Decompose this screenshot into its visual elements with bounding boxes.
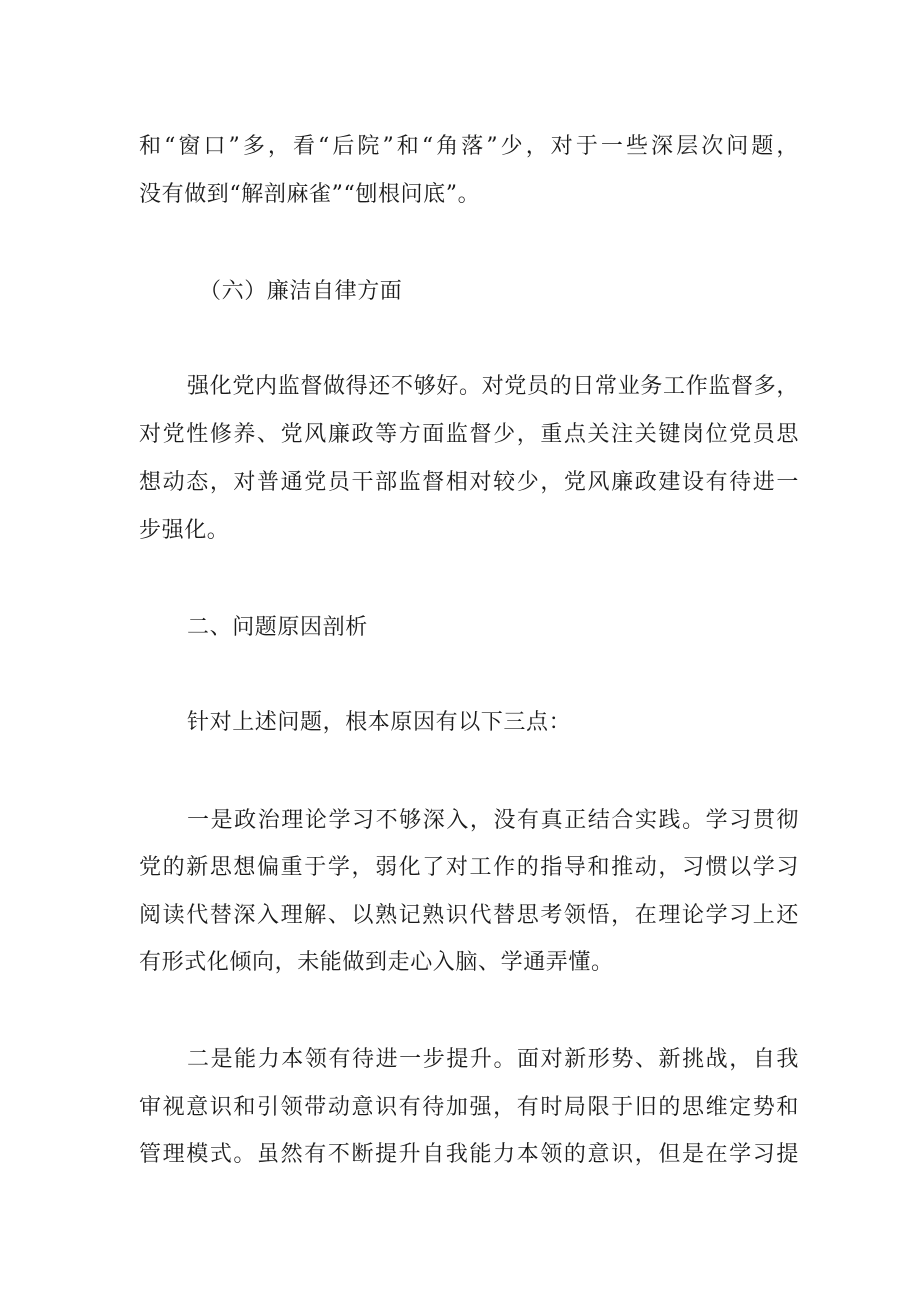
paragraph-line: 有形式化倾向，未能做到走心入脑、学通弄懂。 [139, 950, 614, 975]
paragraph-line: 一是政治理论学习不够深入，没有真正结合实践。学习贯彻 [187, 808, 799, 833]
paragraph-line: 针对上述问题，根本原因有以下三点： [187, 710, 572, 735]
section-heading: （六）廉洁自律方面 [199, 279, 403, 304]
paragraph-line: 步强化。 [139, 518, 230, 543]
paragraph-line: 阅读代替深入理解、以熟记熟识代替思考领悟，在理论学习上还 [139, 903, 799, 928]
paragraph-line: 二是能力本领有待进一步提升。面对新形势、新挑战，自我 [187, 1047, 799, 1072]
paragraph-line: 想动态，对普通党员干部监督相对较少，党风廉政建设有待进一 [139, 470, 799, 495]
paragraph-line: 对党性修养、党风廉政等方面监督少，重点关注关键岗位党员思 [139, 422, 799, 447]
paragraph-line: 管理模式。虽然有不断提升自我能力本领的意识，但是在学习提 [139, 1142, 799, 1167]
paragraph-line: 和“窗口”多，看“后院”和“角落”少，对于一些深层次问题， [139, 134, 799, 159]
section-heading: 二、问题原因剖析 [187, 615, 368, 640]
paragraph-line: 强化党内监督做得还不够好。对党员的日常业务工作监督多， [187, 374, 799, 399]
paragraph-line: 审视意识和引领带动意识有待加强，有时局限于旧的思维定势和 [139, 1095, 799, 1120]
paragraph-line: 党的新思想偏重于学，弱化了对工作的指导和推动，习惯以学习 [139, 855, 799, 880]
paragraph-line: 没有做到“解剖麻雀”“刨根问底”。 [139, 182, 481, 207]
